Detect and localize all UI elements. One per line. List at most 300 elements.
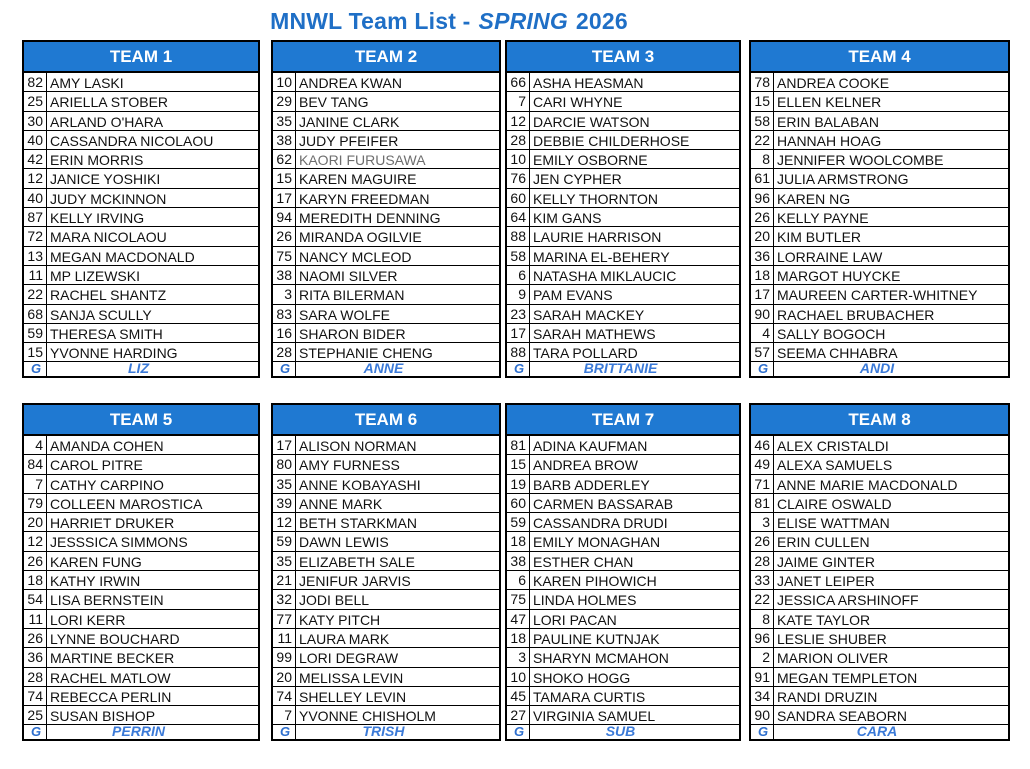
player-row bbox=[507, 494, 739, 513]
jersey-number: 32 bbox=[273, 590, 296, 608]
player-name: YVONNE HARDING bbox=[50, 345, 178, 362]
player-row bbox=[24, 668, 258, 687]
jersey-number: 28 bbox=[751, 552, 774, 570]
goalie-name: TRISH bbox=[362, 723, 405, 740]
jersey-number: 75 bbox=[507, 590, 530, 608]
team-header: TEAM 6 bbox=[273, 405, 499, 436]
player-name: CARMEN BASSARAB bbox=[533, 495, 674, 512]
jersey-number: 3 bbox=[273, 285, 296, 303]
player-row bbox=[24, 169, 258, 188]
player-row bbox=[24, 247, 258, 266]
player-name: KARYN FREEDMAN bbox=[299, 190, 430, 207]
player-name: CARI WHYNE bbox=[533, 94, 623, 111]
jersey-number: 54 bbox=[24, 590, 47, 608]
player-row bbox=[751, 324, 1008, 343]
player-row bbox=[751, 687, 1008, 706]
jersey-number: 18 bbox=[507, 629, 530, 647]
player-row bbox=[507, 610, 739, 629]
player-row bbox=[24, 92, 258, 111]
player-name: MEREDITH DENNING bbox=[299, 210, 441, 227]
player-row bbox=[24, 131, 258, 150]
team-table bbox=[749, 40, 1010, 378]
player-name: RACHEL MATLOW bbox=[50, 669, 171, 686]
goalie-label: G bbox=[507, 725, 530, 739]
jersey-number: 38 bbox=[507, 552, 530, 570]
player-name: ESTHER CHAN bbox=[533, 553, 634, 570]
player-row bbox=[751, 247, 1008, 266]
team-table bbox=[505, 40, 741, 378]
jersey-number: 84 bbox=[24, 455, 47, 473]
player-row bbox=[751, 629, 1008, 648]
jersey-number: 75 bbox=[273, 247, 296, 265]
player-row bbox=[24, 590, 258, 609]
jersey-number: 35 bbox=[273, 112, 296, 130]
player-row bbox=[751, 305, 1008, 324]
jersey-number: 18 bbox=[507, 532, 530, 550]
player-row bbox=[507, 247, 739, 266]
player-row bbox=[507, 112, 739, 131]
player-name: CASSANDRA NICOLAOU bbox=[50, 132, 214, 149]
player-name: JANINE CLARK bbox=[299, 113, 400, 130]
player-name: KAREN MAGUIRE bbox=[299, 171, 417, 188]
player-row bbox=[24, 552, 258, 571]
team-table bbox=[505, 403, 741, 741]
jersey-number: 28 bbox=[507, 131, 530, 149]
player-name: JUDY MCKINNON bbox=[50, 190, 167, 207]
player-name: ADINA KAUFMAN bbox=[533, 438, 648, 454]
player-row bbox=[273, 189, 499, 208]
jersey-number: 26 bbox=[751, 532, 774, 550]
jersey-number: 82 bbox=[24, 73, 47, 91]
jersey-number: 23 bbox=[507, 305, 530, 323]
player-name: KAORI FURUSAWA bbox=[299, 152, 426, 169]
team-table bbox=[22, 40, 260, 378]
player-name: SHARYN MCMAHON bbox=[533, 650, 669, 667]
jersey-number: 9 bbox=[507, 285, 530, 303]
player-row bbox=[273, 610, 499, 629]
team-table bbox=[749, 403, 1010, 741]
player-name: LINDA HOLMES bbox=[533, 592, 637, 609]
player-row bbox=[24, 112, 258, 131]
player-row bbox=[751, 285, 1008, 304]
jersey-number: 61 bbox=[751, 169, 774, 187]
jersey-number: 17 bbox=[273, 436, 296, 454]
player-name: JANET LEIPER bbox=[777, 573, 875, 590]
jersey-number: 35 bbox=[273, 552, 296, 570]
player-name: ANDREA KWAN bbox=[299, 75, 402, 91]
jersey-number: 81 bbox=[751, 494, 774, 512]
jersey-number: 88 bbox=[507, 227, 530, 245]
jersey-number: 22 bbox=[24, 285, 47, 303]
jersey-number: 45 bbox=[507, 687, 530, 705]
jersey-number: 10 bbox=[507, 668, 530, 686]
jersey-number: 81 bbox=[507, 436, 530, 454]
player-row bbox=[24, 610, 258, 629]
player-name: NAOMI SILVER bbox=[299, 267, 398, 284]
jersey-number: 26 bbox=[24, 552, 47, 570]
jersey-number: 59 bbox=[24, 324, 47, 342]
player-name: SARA WOLFE bbox=[299, 306, 391, 323]
player-name: LORRAINE LAW bbox=[777, 248, 883, 265]
player-name: ARIELLA STOBER bbox=[50, 94, 169, 111]
player-name: SANJA SCULLY bbox=[50, 306, 152, 323]
jersey-number: 6 bbox=[507, 266, 530, 284]
jersey-number: 4 bbox=[751, 324, 774, 342]
player-row bbox=[507, 571, 739, 590]
jersey-number: 91 bbox=[751, 668, 774, 686]
player-name: EMILY OSBORNE bbox=[533, 152, 648, 169]
jersey-number: 15 bbox=[273, 169, 296, 187]
player-row bbox=[273, 266, 499, 285]
player-name: MARION OLIVER bbox=[777, 650, 889, 667]
player-row bbox=[24, 189, 258, 208]
player-name: DEBBIE CHILDERHOSE bbox=[533, 132, 690, 149]
player-name: ALISON NORMAN bbox=[299, 438, 417, 454]
player-row bbox=[24, 629, 258, 648]
player-name: HANNAH HOAG bbox=[777, 132, 882, 149]
jersey-number: 21 bbox=[273, 571, 296, 589]
goalie-name: SUB bbox=[605, 723, 636, 740]
player-name: LYNNE BOUCHARD bbox=[50, 630, 180, 647]
jersey-number: 25 bbox=[24, 706, 47, 724]
player-name: ELISE WATTMAN bbox=[777, 515, 890, 532]
player-name: PAM EVANS bbox=[533, 287, 613, 304]
player-row bbox=[24, 285, 258, 304]
player-name: KATE TAYLOR bbox=[777, 611, 871, 628]
jersey-number: 40 bbox=[24, 189, 47, 207]
player-row bbox=[507, 227, 739, 246]
jersey-number: 58 bbox=[751, 112, 774, 130]
player-name: LESLIE SHUBER bbox=[777, 630, 887, 647]
player-row bbox=[24, 436, 258, 455]
player-row bbox=[751, 475, 1008, 494]
player-row bbox=[507, 513, 739, 532]
player-name: CASSANDRA DRUDI bbox=[533, 515, 668, 532]
team-header: TEAM 7 bbox=[507, 405, 739, 436]
jersey-number: 38 bbox=[273, 266, 296, 284]
player-row bbox=[273, 112, 499, 131]
team-header: TEAM 1 bbox=[24, 42, 258, 73]
player-name: SUSAN BISHOP bbox=[50, 708, 156, 725]
player-name: LAURIE HARRISON bbox=[533, 229, 662, 246]
jersey-number: 99 bbox=[273, 648, 296, 666]
team-header: TEAM 4 bbox=[751, 42, 1008, 73]
jersey-number: 15 bbox=[507, 455, 530, 473]
player-row bbox=[273, 131, 499, 150]
jersey-number: 8 bbox=[751, 610, 774, 628]
jersey-number: 90 bbox=[751, 305, 774, 323]
player-row bbox=[273, 285, 499, 304]
goalie-row bbox=[24, 362, 258, 376]
player-name: TARA POLLARD bbox=[533, 345, 638, 362]
goalie-label: G bbox=[273, 725, 296, 739]
player-name: ELLEN KELNER bbox=[777, 94, 882, 111]
player-name: MP LIZEWSKI bbox=[50, 267, 140, 284]
player-name: MARINA EL-BEHERY bbox=[533, 248, 670, 265]
player-name: AMY LASKI bbox=[50, 75, 124, 91]
goalie-row bbox=[751, 362, 1008, 376]
page-title bbox=[0, 8, 898, 35]
player-name: RACHAEL BRUBACHER bbox=[777, 306, 935, 323]
team-header: TEAM 8 bbox=[751, 405, 1008, 436]
player-row bbox=[507, 590, 739, 609]
player-name: LORI PACAN bbox=[533, 611, 617, 628]
goalie-label: G bbox=[751, 725, 774, 739]
jersey-number: 26 bbox=[751, 208, 774, 226]
goalie-row bbox=[273, 725, 499, 739]
jersey-number: 42 bbox=[24, 150, 47, 168]
jersey-number: 96 bbox=[751, 629, 774, 647]
player-name: KAREN FUNG bbox=[50, 553, 142, 570]
jersey-number: 26 bbox=[24, 629, 47, 647]
player-name: THERESA SMITH bbox=[50, 325, 163, 342]
player-row bbox=[751, 494, 1008, 513]
player-name: DARCIE WATSON bbox=[533, 113, 650, 130]
player-row bbox=[24, 687, 258, 706]
player-row bbox=[507, 552, 739, 571]
player-name: KATY PITCH bbox=[299, 611, 381, 628]
player-row bbox=[273, 455, 499, 474]
jersey-number: 64 bbox=[507, 208, 530, 226]
jersey-number: 11 bbox=[24, 610, 47, 628]
goalie-name: PERRIN bbox=[112, 723, 165, 740]
player-name: MARTINE BECKER bbox=[50, 650, 175, 667]
player-row bbox=[273, 208, 499, 227]
team-table bbox=[271, 40, 501, 378]
jersey-number: 30 bbox=[24, 112, 47, 130]
player-name: LORI DEGRAW bbox=[299, 650, 399, 667]
goalie-row bbox=[24, 725, 258, 739]
player-row bbox=[24, 150, 258, 169]
player-row bbox=[24, 648, 258, 667]
goalie-label: G bbox=[751, 362, 774, 376]
jersey-number: 80 bbox=[273, 455, 296, 473]
player-row bbox=[507, 208, 739, 227]
player-name: ALEX CRISTALDI bbox=[777, 438, 889, 454]
player-row bbox=[273, 92, 499, 111]
jersey-number: 27 bbox=[507, 706, 530, 724]
jersey-number: 22 bbox=[751, 131, 774, 149]
player-name: LISA BERNSTEIN bbox=[50, 592, 164, 609]
player-row bbox=[751, 668, 1008, 687]
player-name: AMY FURNESS bbox=[299, 457, 400, 474]
player-row bbox=[273, 532, 499, 551]
player-name: RITA BILERMAN bbox=[299, 287, 405, 304]
jersey-number: 6 bbox=[507, 571, 530, 589]
jersey-number: 72 bbox=[24, 227, 47, 245]
player-row bbox=[751, 131, 1008, 150]
player-row bbox=[507, 629, 739, 648]
player-row bbox=[273, 513, 499, 532]
player-row bbox=[24, 227, 258, 246]
player-row bbox=[751, 92, 1008, 111]
jersey-number: 18 bbox=[751, 266, 774, 284]
player-name: ANNE MARK bbox=[299, 495, 383, 512]
jersey-number: 12 bbox=[273, 513, 296, 531]
goalie-row bbox=[507, 725, 739, 739]
jersey-number: 15 bbox=[751, 92, 774, 110]
player-row bbox=[24, 324, 258, 343]
jersey-number: 10 bbox=[507, 150, 530, 168]
player-name: JAIME GINTER bbox=[777, 553, 876, 570]
player-name: KELLY PAYNE bbox=[777, 210, 869, 227]
player-name: AMANDA COHEN bbox=[50, 438, 164, 454]
player-name: NANCY MCLEOD bbox=[299, 248, 412, 265]
player-row bbox=[273, 150, 499, 169]
jersey-number: 11 bbox=[273, 629, 296, 647]
player-row bbox=[273, 305, 499, 324]
player-name: JODI BELL bbox=[299, 592, 370, 609]
player-row bbox=[751, 73, 1008, 92]
jersey-number: 90 bbox=[751, 706, 774, 724]
player-row bbox=[273, 436, 499, 455]
goalie-row bbox=[273, 362, 499, 376]
player-row bbox=[273, 169, 499, 188]
player-name: SARAH MATHEWS bbox=[533, 325, 656, 342]
jersey-number: 40 bbox=[24, 131, 47, 149]
player-row bbox=[507, 266, 739, 285]
player-name: ELIZABETH SALE bbox=[299, 553, 415, 570]
player-row bbox=[273, 552, 499, 571]
jersey-number: 29 bbox=[273, 92, 296, 110]
jersey-number: 76 bbox=[507, 169, 530, 187]
player-row bbox=[751, 648, 1008, 667]
jersey-number: 10 bbox=[273, 73, 296, 91]
player-name: KELLY IRVING bbox=[50, 210, 145, 227]
player-name: COLLEEN MAROSTICA bbox=[50, 495, 203, 512]
jersey-number: 47 bbox=[507, 610, 530, 628]
jersey-number: 16 bbox=[273, 324, 296, 342]
jersey-number: 38 bbox=[273, 131, 296, 149]
player-name: MELISSA LEVIN bbox=[299, 669, 404, 686]
team-header: TEAM 2 bbox=[273, 42, 499, 73]
jersey-number: 12 bbox=[24, 169, 47, 187]
player-row bbox=[507, 285, 739, 304]
player-name: MAUREEN CARTER-WHITNEY bbox=[777, 287, 978, 304]
player-row bbox=[507, 324, 739, 343]
player-row bbox=[751, 455, 1008, 474]
player-name: MEGAN TEMPLETON bbox=[777, 669, 918, 686]
player-row bbox=[751, 208, 1008, 227]
player-name: ANNE MARIE MACDONALD bbox=[777, 476, 958, 493]
player-name: TAMARA CURTIS bbox=[533, 688, 646, 705]
jersey-number: 34 bbox=[751, 687, 774, 705]
player-name: KIM GANS bbox=[533, 210, 602, 227]
goalie-label: G bbox=[273, 362, 296, 376]
player-name: JULIA ARMSTRONG bbox=[777, 171, 909, 188]
player-name: JANICE YOSHIKI bbox=[50, 171, 161, 188]
player-name: CLAIRE OSWALD bbox=[777, 495, 892, 512]
jersey-number: 60 bbox=[507, 494, 530, 512]
jersey-number: 22 bbox=[751, 590, 774, 608]
jersey-number: 35 bbox=[273, 475, 296, 493]
player-row bbox=[507, 92, 739, 111]
jersey-number: 36 bbox=[24, 648, 47, 666]
player-name: BARB ADDERLEY bbox=[533, 476, 650, 493]
player-row bbox=[24, 532, 258, 551]
player-name: KAREN PIHOWICH bbox=[533, 573, 657, 590]
player-row bbox=[507, 436, 739, 455]
player-row bbox=[24, 494, 258, 513]
player-row bbox=[24, 475, 258, 494]
jersey-number: 87 bbox=[24, 208, 47, 226]
player-name: MEGAN MACDONALD bbox=[50, 248, 195, 265]
player-name: ALEXA SAMUELS bbox=[777, 457, 893, 474]
player-row bbox=[273, 590, 499, 609]
player-name: NATASHA MIKLAUCIC bbox=[533, 267, 677, 284]
player-name: ANNE KOBAYASHI bbox=[299, 476, 421, 493]
player-row bbox=[24, 73, 258, 92]
player-name: EMILY MONAGHAN bbox=[533, 534, 661, 551]
player-row bbox=[751, 552, 1008, 571]
goalie-row bbox=[507, 362, 739, 376]
player-name: BEV TANG bbox=[299, 94, 369, 111]
player-row bbox=[751, 610, 1008, 629]
goalie-label: G bbox=[24, 362, 47, 376]
player-name: ERIN CULLEN bbox=[777, 534, 870, 551]
player-row bbox=[273, 73, 499, 92]
jersey-number: 57 bbox=[751, 343, 774, 361]
jersey-number: 71 bbox=[751, 475, 774, 493]
player-name: KELLY THORNTON bbox=[533, 190, 659, 207]
jersey-number: 25 bbox=[24, 92, 47, 110]
player-row bbox=[507, 73, 739, 92]
player-row bbox=[751, 189, 1008, 208]
goalie-name: ANDI bbox=[859, 360, 895, 377]
jersey-number: 46 bbox=[751, 436, 774, 454]
jersey-number: 83 bbox=[273, 305, 296, 323]
jersey-number: 28 bbox=[273, 343, 296, 361]
title-text: MNWL Team List - bbox=[270, 8, 471, 34]
player-name: HARRIET DRUKER bbox=[50, 515, 175, 532]
jersey-number: 19 bbox=[507, 475, 530, 493]
player-name: ANDREA BROW bbox=[533, 457, 639, 474]
jersey-number: 13 bbox=[24, 247, 47, 265]
goalie-name: LIZ bbox=[128, 360, 149, 377]
player-row bbox=[507, 687, 739, 706]
player-name: PAULINE KUTNJAK bbox=[533, 630, 660, 647]
goalie-label: G bbox=[507, 362, 530, 376]
jersey-number: 12 bbox=[507, 112, 530, 130]
jersey-number: 4 bbox=[24, 436, 47, 454]
player-name: LORI KERR bbox=[50, 611, 126, 628]
jersey-number: 66 bbox=[507, 73, 530, 91]
player-name: SARAH MACKEY bbox=[533, 306, 645, 323]
player-row bbox=[273, 648, 499, 667]
player-name: ERIN MORRIS bbox=[50, 152, 144, 169]
player-row bbox=[273, 629, 499, 648]
player-row bbox=[273, 494, 499, 513]
goalie-row bbox=[751, 725, 1008, 739]
goalie-name: BRITTANIE bbox=[583, 360, 658, 377]
jersey-number: 74 bbox=[24, 687, 47, 705]
jersey-number: 59 bbox=[507, 513, 530, 531]
jersey-number: 28 bbox=[24, 668, 47, 686]
player-row bbox=[24, 266, 258, 285]
jersey-number: 2 bbox=[751, 648, 774, 666]
player-row bbox=[273, 227, 499, 246]
jersey-number: 17 bbox=[507, 324, 530, 342]
player-row bbox=[507, 475, 739, 494]
player-row bbox=[273, 687, 499, 706]
jersey-number: 3 bbox=[507, 648, 530, 666]
jersey-number: 78 bbox=[751, 73, 774, 91]
jersey-number: 8 bbox=[751, 150, 774, 168]
jersey-number: 12 bbox=[24, 532, 47, 550]
player-name: JESSICA ARSHINOFF bbox=[777, 592, 919, 609]
player-row bbox=[751, 150, 1008, 169]
player-name: VIRGINIA SAMUEL bbox=[533, 708, 656, 725]
